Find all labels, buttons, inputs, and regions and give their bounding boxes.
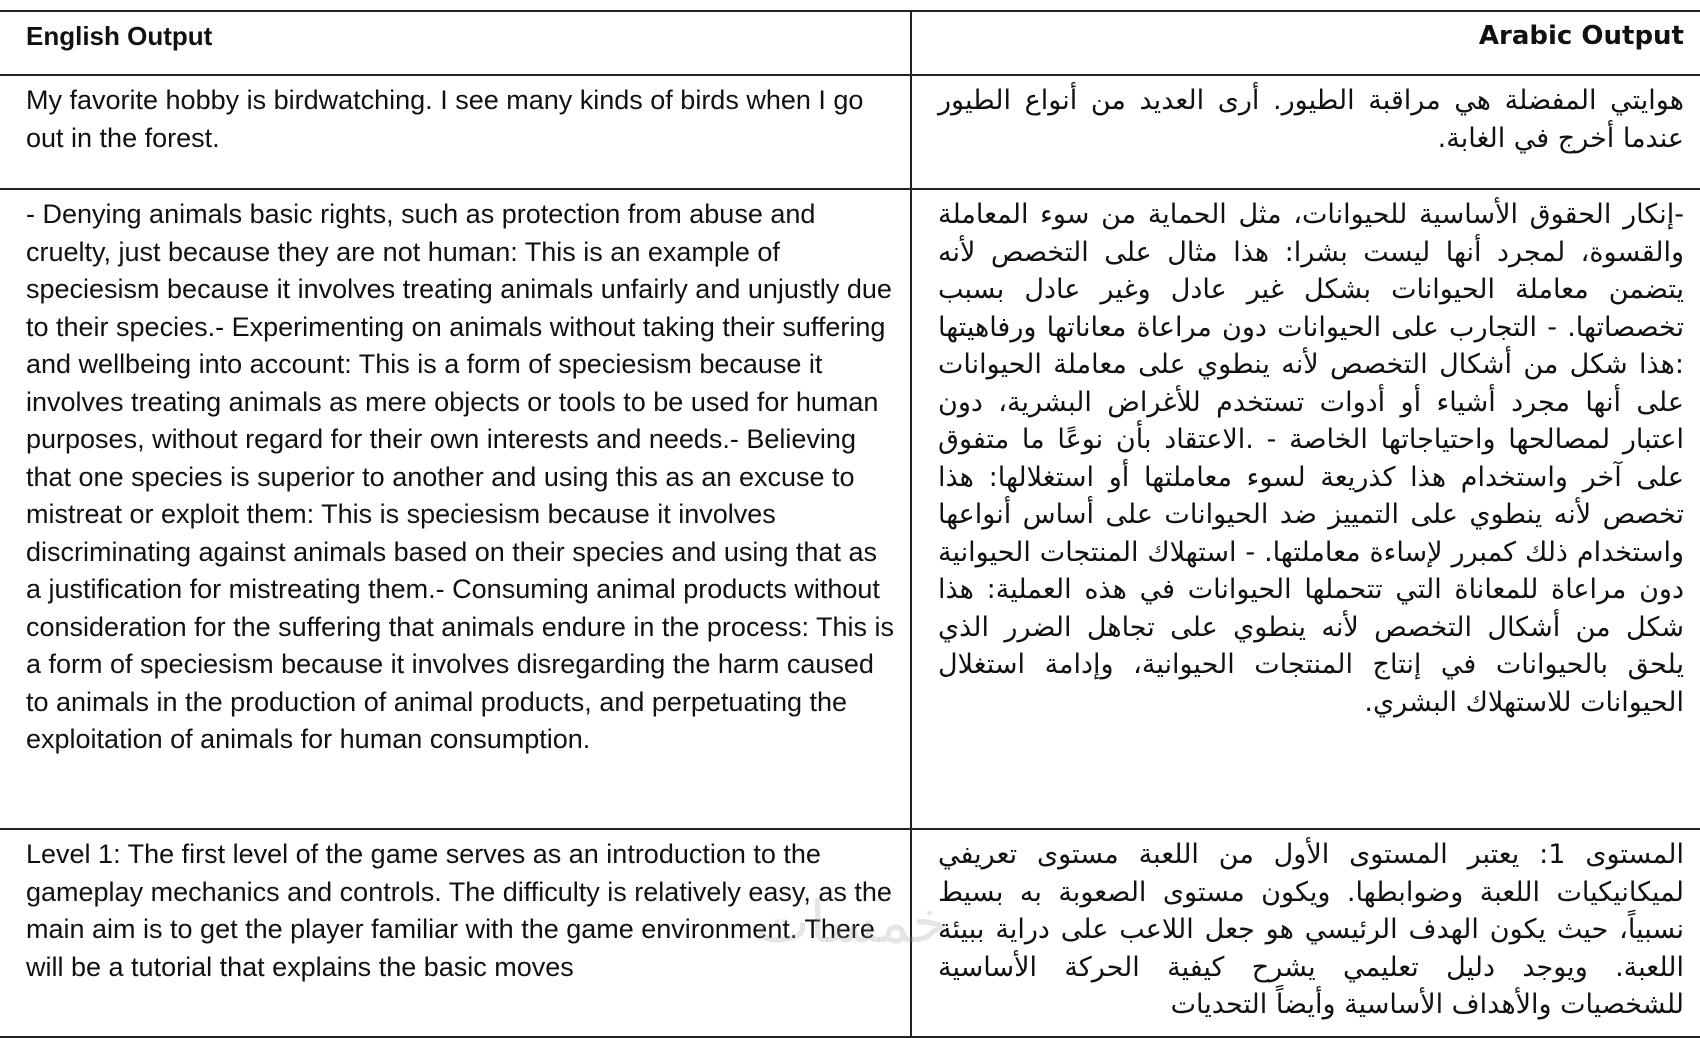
table-header-row <box>0 11 1700 75</box>
table-row <box>0 189 1700 829</box>
english-cell: Level 1: The first level of the game serves as an introduction to the gameplay mechanics and controls. The difficulty is relatively easy, as the main aim is to get the player familiar with the game environment. There will be a tutorial that explains the basic moves <box>0 829 911 1037</box>
translation-table <box>0 10 1700 1038</box>
table-row <box>0 829 1700 1037</box>
arabic-cell: المستوى 1: يعتبر المستوى الأول من اللعبة مستوى تعريفي لميكانيكيات اللعبة وضوابطها. ويكون مستوى الصعوبة به بسيط نسبياً، حيث يكون الهدف الرئيسي هو جعل اللاعب على دراية ببيئة اللعبة. ويوجد دليل تعليمي يشرح كيفية الحركة الأساسية للشخصيات والأهداف الأساسية وأيضاً التحديات <box>911 829 1700 1037</box>
english-cell: - Denying animals basic rights, such as protection from abuse and cruelty, just because they are not human: This is an example of speciesism because it involves treating animals unfairly and unjustly due to their species.- Experimenting on animals without taking their suffering and wellbeing into account: This is a form of speciesism because it involves treating animals as mere objects or tools to be used for human purposes, without regard for their own interests and needs.- Believing that one species is superior to another and using this as an excuse to mistreat or exploit them: This is speciesism because it involves discriminating against animals based on their species and using that as a justification for mistreating them.- Consuming animal products without consideration for the suffering that animals endure in the process: This is a form of speciesism because it involves disregarding the harm caused to animals in the production of animal products, and perpetuating the exploitation of animals for human consumption. <box>0 189 911 829</box>
english-cell: My favorite hobby is birdwatching. I see many kinds of birds when I go out in the forest. <box>0 75 911 189</box>
table-row <box>0 75 1700 189</box>
watermark-logo: خمسات <box>755 888 949 956</box>
arabic-cell: -إنكار الحقوق الأساسية للحيوانات، مثل الحماية من سوء المعاملة والقسوة، لمجرد أنها ليست بشرا: هذا مثال على التخصص لأنه يتضمن معاملة الحيوانات بشكل غير عادل وغير عادل بسبب تخصصاتها. - التجارب على الحيوانات دون مراعاة معاناتها ورفاهيتها :هذا شكل من أشكال التخصص لأنه ينطوي على معاملة الحيوانات على أنها مجرد أشياء أو أدوات تستخدم للأغراض البشرية، دون اعتبار لمصالحها واحتياجاتها الخاصة - .الاعتقاد بأن نوعًا ما متفوق على آخر واستخدام هذا كذريعة لسوء معاملتها أو استغلالها: هذا تخصص لأنه ينطوي على التمييز ضد الحيوانات على أساس أنواعها واستخدام ذلك كمبرر لإساءة معاملتها. - استهلاك المنتجات الحيوانية دون مراعاة للمعاناة التي تتحملها الحيوانات في هذه العملية: هذا شكل من أشكال التخصص لأنه ينطوي على تجاهل الضرر الذي يلحق بالحيوانات في إنتاج المنتجات الحيوانية، وإدامة استغلال الحيوانات للاستهلاك البشري. <box>911 189 1700 829</box>
arabic-cell: هوايتي المفضلة هي مراقبة الطيور. أرى العديد من أنواع الطيور عندما أخرج في الغابة. <box>911 75 1700 189</box>
header-english: English Output <box>0 11 911 75</box>
header-arabic: Arabic Output <box>911 11 1700 75</box>
